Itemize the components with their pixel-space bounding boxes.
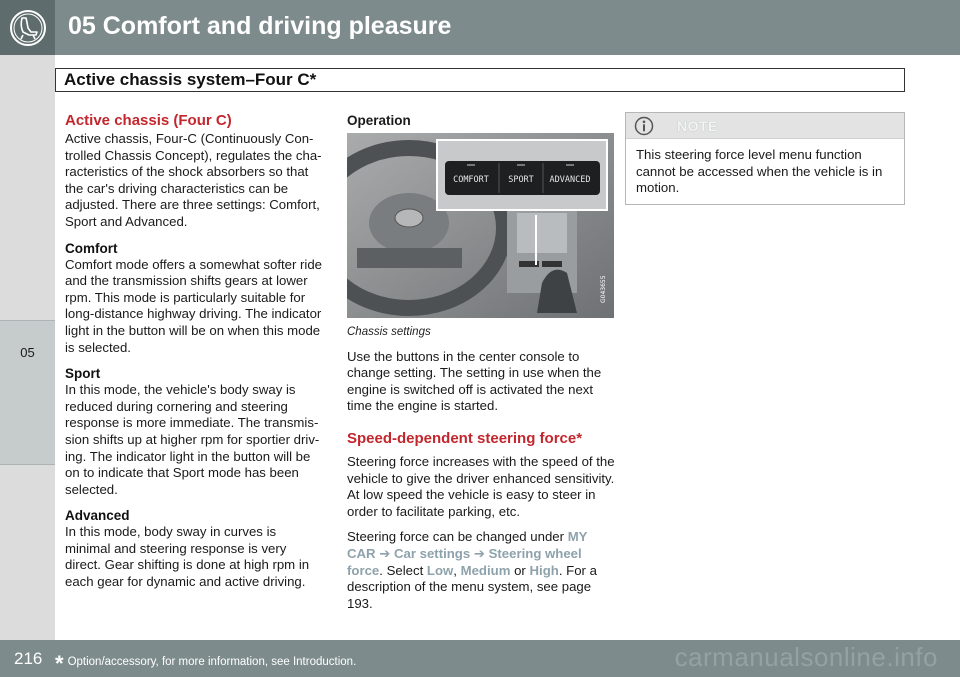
comma-text: , bbox=[453, 562, 461, 578]
menu-car-settings: Car settings bbox=[393, 545, 471, 561]
menu-steering-wheel-force: Steering wheel force bbox=[347, 545, 582, 578]
dashboard-illustration bbox=[347, 133, 614, 318]
or-text: or bbox=[510, 562, 530, 578]
change-prefix-text: Steering force can be changed under bbox=[347, 529, 568, 545]
footnote bbox=[55, 651, 356, 677]
option-high: High bbox=[529, 562, 559, 578]
sport-paragraph: In this mode, the vehicle's body sway is reduced during cornering and steering response is more immediate. The transmis-sion shifts up at higher rpm for sportier driv-ing. The indicator light in the button will be on to indicate that Sport mode has been selected. bbox=[65, 382, 320, 497]
menu-my-car: MY CAR bbox=[347, 529, 588, 561]
page-title: 05 Comfort and driving pleasure bbox=[68, 12, 452, 40]
sport-button-label: SPORT bbox=[508, 175, 534, 185]
footnote-text: Option/accessory, for more information, see Introduction. bbox=[67, 656, 357, 668]
footnote-star: * bbox=[55, 651, 64, 676]
section-title-bar bbox=[55, 68, 905, 92]
watermark: carmanualsonline.info bbox=[674, 642, 938, 672]
option-low: Low bbox=[426, 562, 454, 578]
middle-column bbox=[347, 112, 617, 612]
chapter-tab-active bbox=[0, 320, 55, 465]
note-label: NOTE bbox=[677, 118, 718, 134]
page-footer bbox=[0, 640, 960, 677]
note-text: This steering force level menu function cannot be accessed when the vehicle is in motion. bbox=[636, 147, 883, 196]
note-header bbox=[626, 113, 904, 139]
page-header bbox=[0, 0, 960, 55]
option-medium: Medium bbox=[460, 562, 511, 578]
comfort-button-label: COMFORT bbox=[453, 175, 489, 185]
info-icon bbox=[634, 116, 654, 136]
operation-heading: Operation bbox=[347, 113, 411, 128]
chapter-number: 05 bbox=[20, 345, 35, 360]
comfort-paragraph: Comfort mode offers a somewhat softer ride and the transmission shifts gears at lower rpm. This mode is particularly suitable for long-distance highway driving. The indicator light in the button will be on when this mode is selected. bbox=[65, 256, 323, 355]
chassis-settings-image bbox=[347, 133, 614, 318]
sport-heading: Sport bbox=[65, 366, 101, 382]
steering-force-heading: Speed-dependent steering force* bbox=[347, 429, 583, 447]
section-title: Active chassis system–Four C* bbox=[64, 70, 317, 89]
intro-paragraph: Active chassis, Four-C (Continuously Con-trolled Chassis Concept), regulates the cha-racteristics of the shock absorbers so that the car's driving characteristics can be adjusted. There are three settings: Comfort, Sport and Advanced. bbox=[65, 131, 322, 229]
advanced-paragraph: In this mode, body sway in curves is minimal and steering response is very direct. Gear shifting is done at high rpm in each gear for dynamic and active driving. bbox=[65, 524, 310, 590]
note-box bbox=[625, 112, 905, 205]
left-column bbox=[65, 112, 323, 591]
active-chassis-heading: Active chassis (Four C) bbox=[65, 112, 232, 129]
chapter-icon-box bbox=[0, 0, 55, 55]
image-code: G043655 bbox=[600, 275, 607, 303]
steering-force-paragraph: Steering force increases with the speed of the vehicle to give the driver enhanced sensitivity. At low speed the vehicle is easy to steer in order to facilitate parking, etc. bbox=[347, 453, 615, 519]
image-caption: Chassis settings bbox=[347, 326, 431, 338]
right-column bbox=[625, 112, 905, 205]
menu-arrow-icon: ➔ bbox=[379, 545, 391, 561]
advanced-heading: Advanced bbox=[65, 508, 130, 524]
page-number: 216 bbox=[14, 649, 43, 668]
select-text: . Select bbox=[379, 562, 427, 578]
seat-icon bbox=[8, 8, 48, 48]
comfort-heading: Comfort bbox=[65, 240, 118, 256]
operation-paragraph: Use the buttons in the center console to change setting. The setting in use when the engine is switched off is activated the next time the engine is started. bbox=[347, 348, 602, 414]
change-suffix-text: . For a description of the menu system, see page 193. bbox=[347, 562, 597, 611]
steering-force-menu-paragraph bbox=[347, 529, 617, 612]
menu-arrow-icon: ➔ bbox=[473, 545, 485, 561]
advanced-button-label: ADVANCED bbox=[549, 175, 591, 185]
